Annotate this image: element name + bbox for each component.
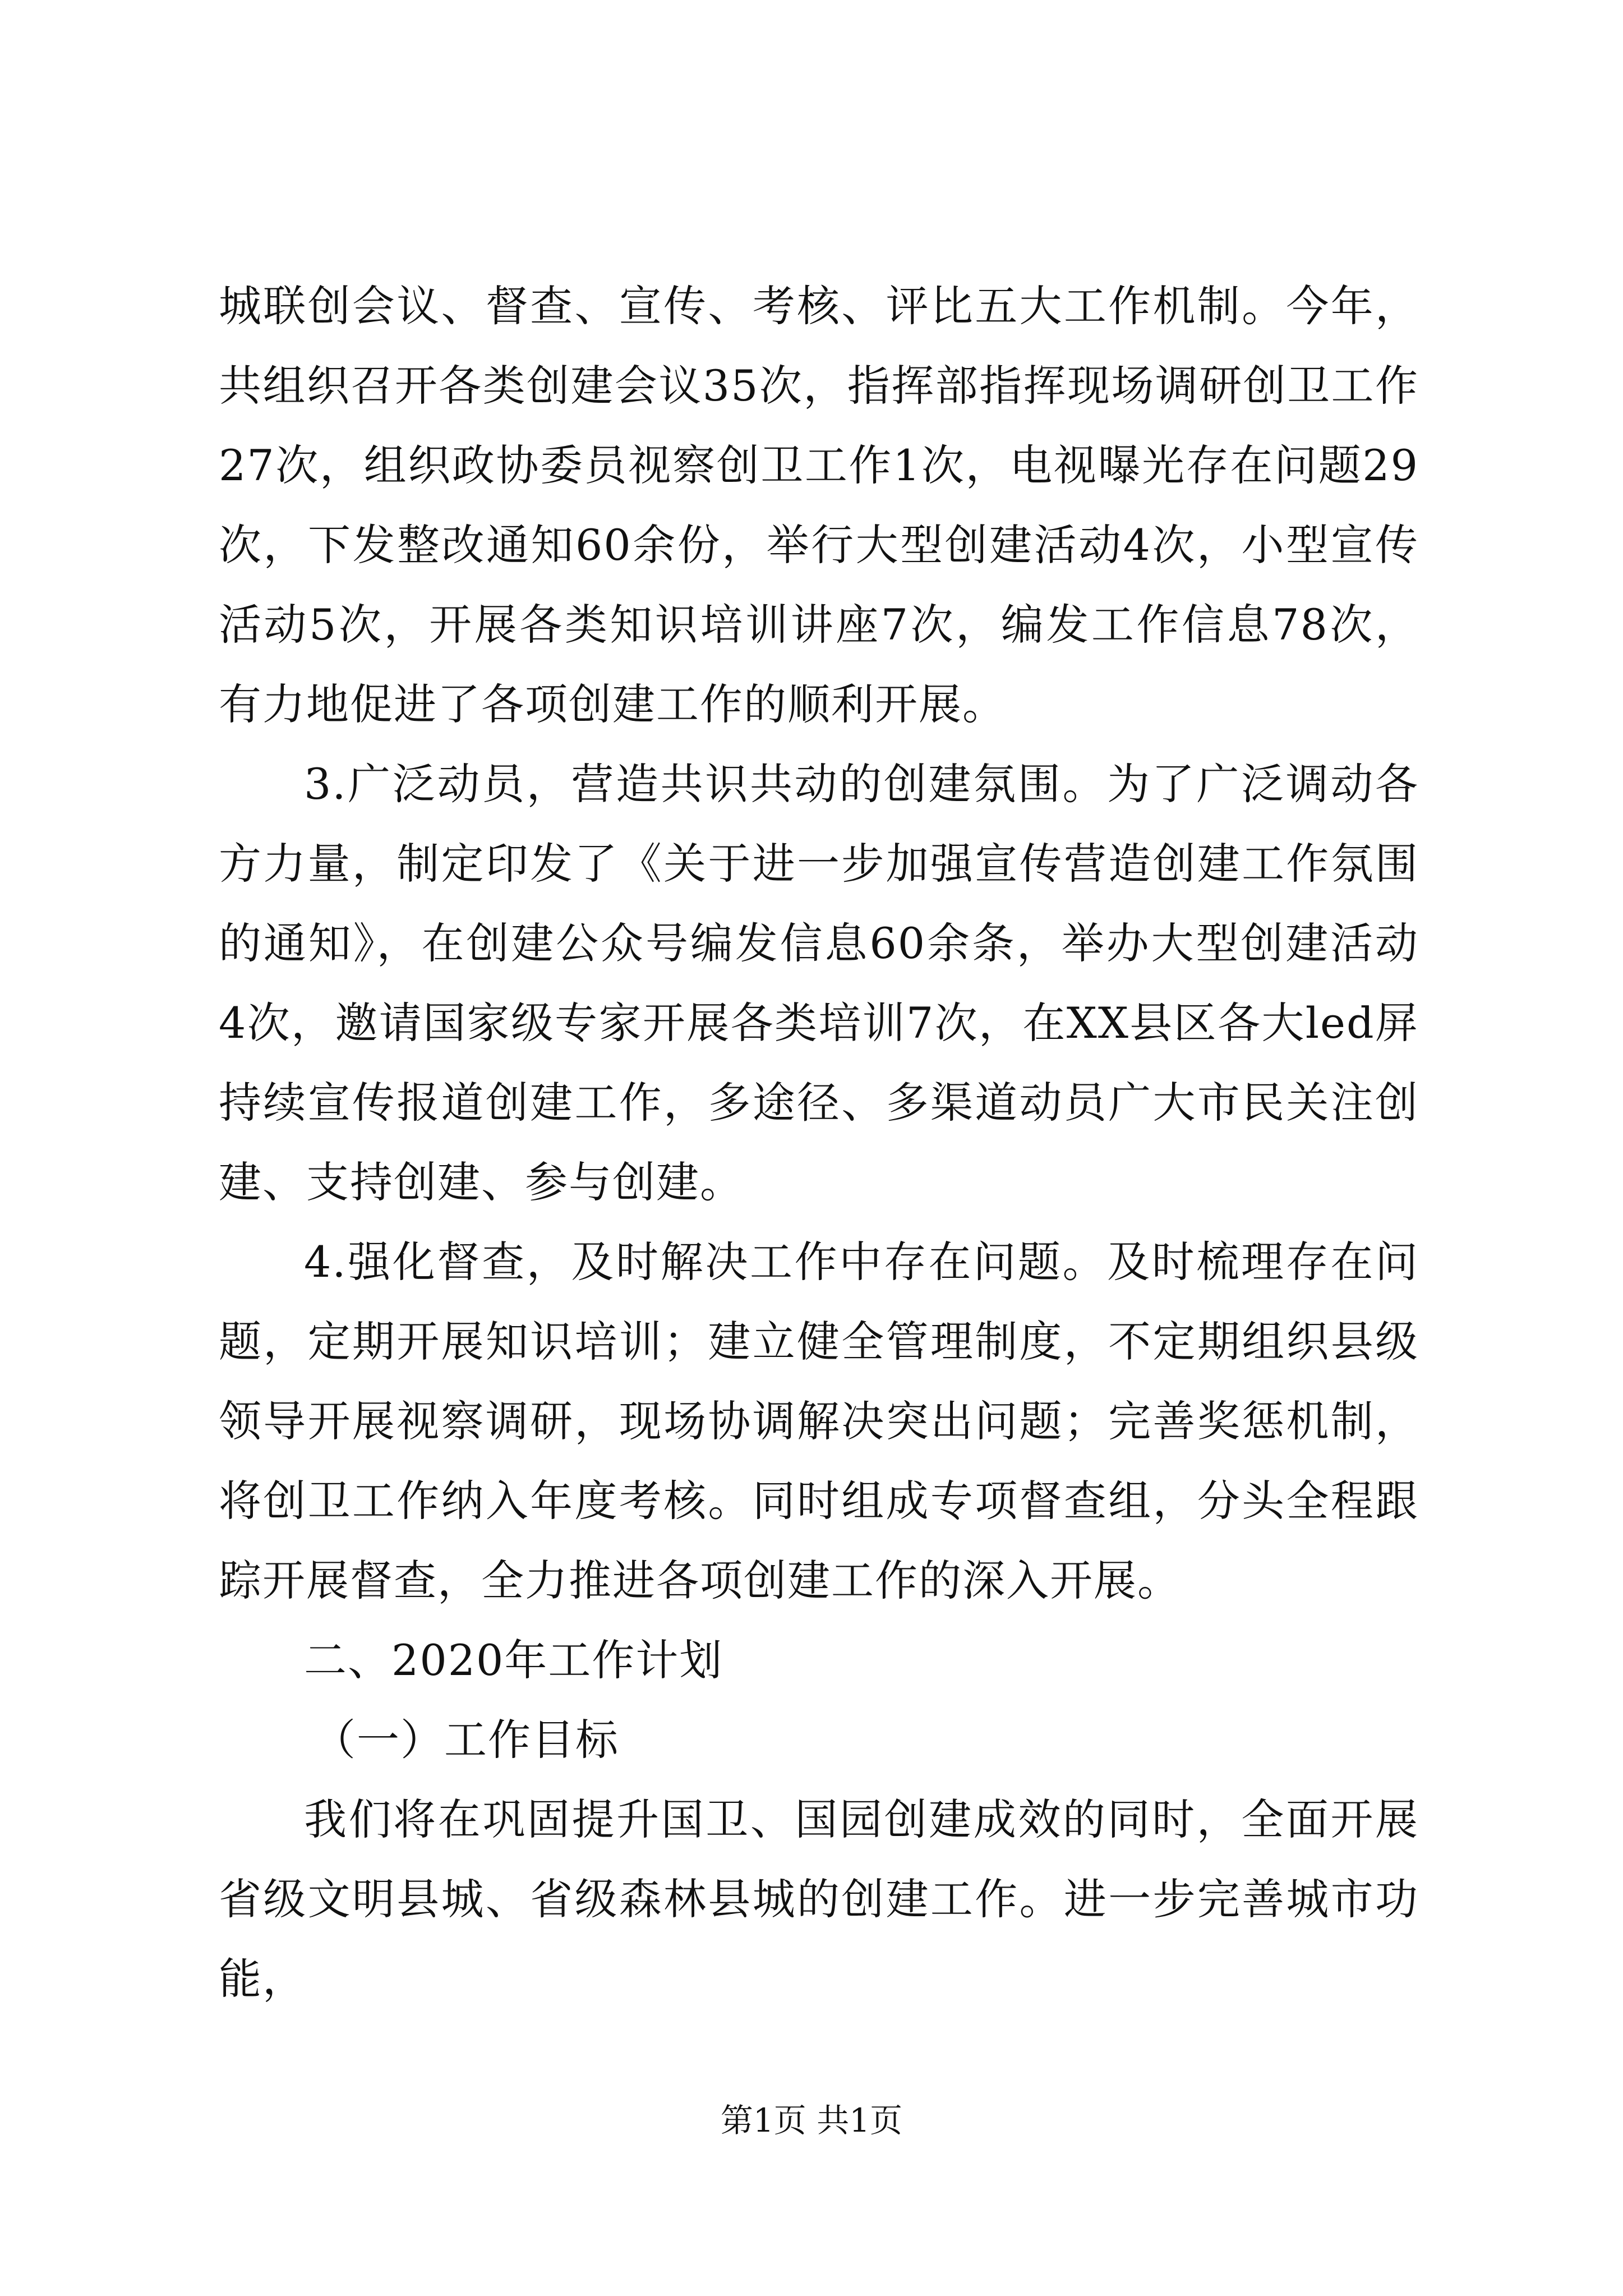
paragraph-goals: 我们将在巩固提升国卫、国园创建成效的同时，全面开展省级文明县城、省级森林县城的创建工作。进一步完善城市功能， <box>219 1795 1419 2004</box>
subsection-heading-goals: （一）工作目标 <box>313 1715 619 1765</box>
section-heading-work-plan: 二、2020年工作计划 <box>304 1635 723 1685</box>
paragraph-supervision: 4.强化督查，及时解决工作中存在问题。及时梳理存在问题，定期开展知识培训；建立健全管理制度，不定期组织县级领导开展视察调研，现场协调解决突出问题；完善奖惩机制，将创卫工作纳入年度考核。同时组成专项督查组，分头全程跟踪开展督查，全力推进各项创建工作的深入开展。 <box>219 1237 1419 1605</box>
paragraph-mobilization: 3.广泛动员，营造共识共动的创建氛围。为了广泛调动各方力量，制定印发了《关于进一步加强宣传营造创建工作氛围的通知》，在创建公众号编发信息60余条，举办大型创建活动4次，邀请国家级专家开展各类培训7次，在XX县区各大led屏持续宣传报道创建工作，多途径、多渠道动员广大市民关注创建、支持创建、参与创建。 <box>219 759 1419 1207</box>
page-number-footer: 第1页 共1页 <box>720 2101 903 2139</box>
paragraph-meeting-stats: 城联创会议、督查、宣传、考核、评比五大工作机制。今年，共组织召开各类创建会议35次，指挥部指挥现场调研创卫工作27次，组织政协委员视察创卫工作1次，电视曝光存在问题29次，下发整改通知60余份，举行大型创建活动4次，小型宣传活动5次，开展各类知识培训讲座7次，编发工作信息78次，有力地促进了各项创建工作的顺利开展。 <box>219 281 1419 729</box>
document-body <box>219 266 1419 2019</box>
